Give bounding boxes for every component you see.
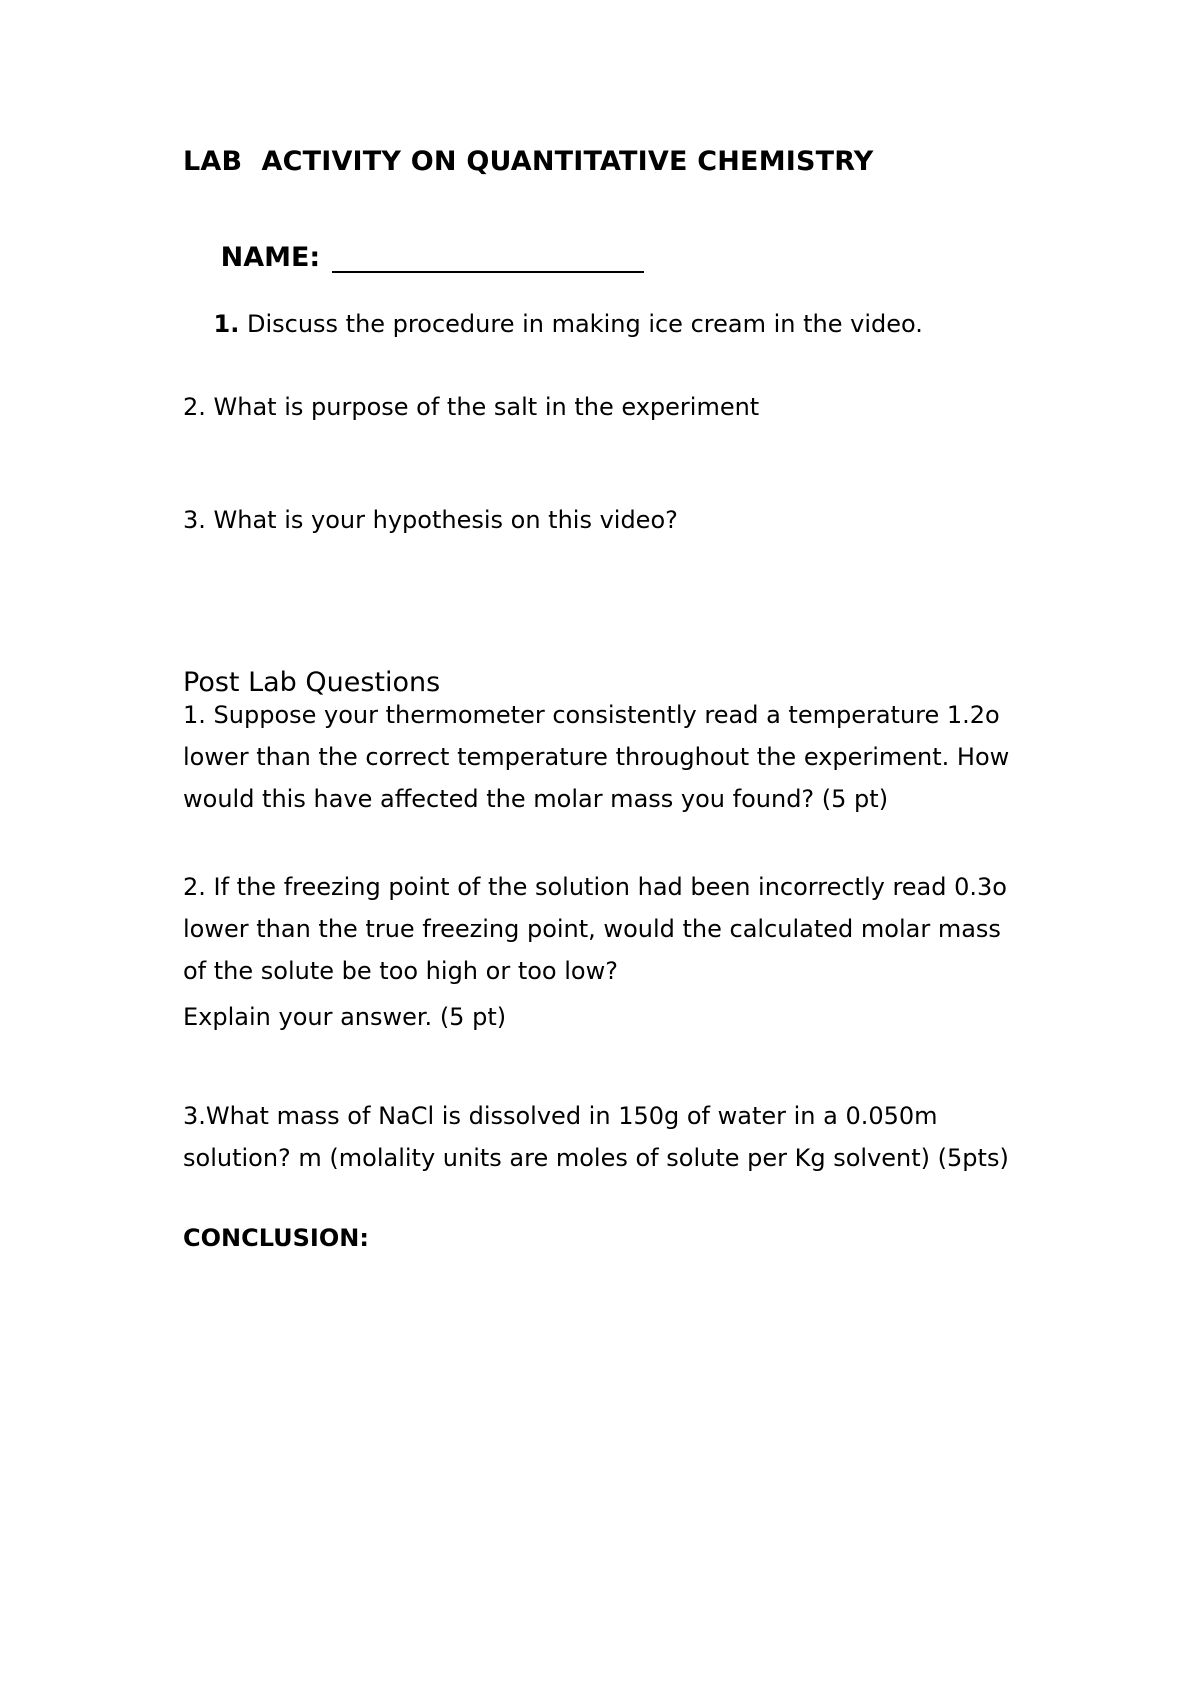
post-lab-question-2	[183, 866, 1083, 992]
conclusion-label: CONCLUSION:	[183, 1224, 369, 1252]
post-lab-q2-line: 2. If the freezing point of the solution had been incorrectly read 0.3o	[183, 873, 1007, 901]
post-lab-q1-line: lower than the correct temperature throughout the experiment. How	[183, 743, 1010, 771]
post-lab-q1-line: 1. Suppose your thermometer consistently read a temperature 1.2o	[183, 701, 1000, 729]
name-label: NAME:	[220, 242, 321, 273]
document-title: LAB ACTIVITY ON QUANTITATIVE CHEMISTRY	[183, 146, 874, 177]
question-1-number: 1.	[213, 310, 240, 338]
post-lab-question-1	[183, 694, 1083, 820]
question-1	[183, 279, 923, 369]
question-3: 3. What is your hypothesis on this video?	[183, 506, 678, 534]
post-lab-q3-line: solution? m (molality units are moles of solute per Kg solvent) (5pts)	[183, 1144, 1009, 1172]
question-2: 2. What is purpose of the salt in the experiment	[183, 393, 760, 421]
post-lab-q1-line: would this have affected the molar mass you found? (5 pt)	[183, 785, 889, 813]
post-lab-q2-explain: Explain your answer. (5 pt)	[183, 1003, 507, 1031]
name-blank-line	[332, 243, 644, 273]
post-lab-heading: Post Lab Questions	[183, 667, 441, 698]
post-lab-question-3	[183, 1095, 1083, 1179]
question-1-text: Discuss the procedure in making ice cream in the video.	[239, 310, 923, 338]
post-lab-q2-line: of the solute be too high or too low?	[183, 957, 618, 985]
post-lab-q2-line: lower than the true freezing point, would the calculated molar mass	[183, 915, 1001, 943]
post-lab-q3-line: 3.What mass of NaCl is dissolved in 150g of water in a 0.050m	[183, 1102, 938, 1130]
